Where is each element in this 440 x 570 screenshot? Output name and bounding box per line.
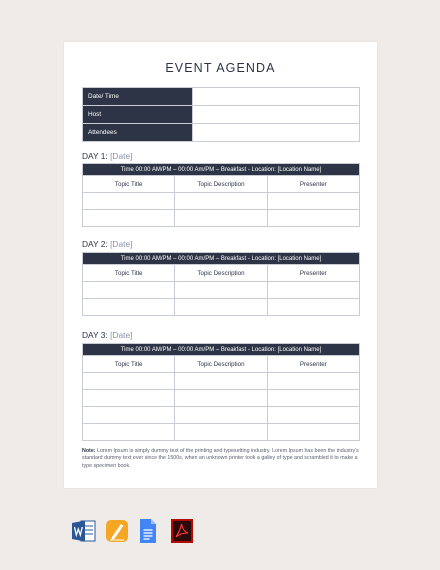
info-label: Host (83, 106, 193, 124)
session-bar: Time 00:00 AM/PM – 00:00 Am/PM – Breakfast - Location: [Location Name] (83, 253, 360, 265)
column-header-topic-title: Topic Title (83, 176, 175, 193)
session-bar: Time 00:00 AM/PM – 00:00 Am/PM – Breakfast - Location: [Location Name] (83, 164, 360, 176)
info-row (83, 124, 360, 142)
column-header-topic-title: Topic Title (83, 265, 175, 282)
column-header-presenter: Presenter (267, 265, 359, 282)
day-3-agenda-table (82, 343, 360, 441)
day-date-placeholder: [Date] (110, 239, 133, 249)
table-row[interactable] (83, 282, 360, 299)
day-1-heading (82, 151, 132, 161)
table-row[interactable] (83, 193, 360, 210)
column-header-topic-description: Topic Description (175, 356, 267, 373)
info-value-cell[interactable] (193, 106, 360, 124)
info-value-cell[interactable] (193, 124, 360, 142)
info-row (83, 88, 360, 106)
day-label: DAY 1: (82, 151, 108, 161)
column-header-presenter: Presenter (267, 356, 359, 373)
google-docs-icon[interactable] (136, 518, 160, 544)
day-2-agenda-table (82, 252, 360, 316)
page-title: EVENT AGENDA (165, 61, 276, 75)
column-header-presenter: Presenter (267, 176, 359, 193)
document-page (64, 42, 377, 488)
column-header-topic-title: Topic Title (83, 356, 175, 373)
session-bar: Time 00:00 AM/PM – 00:00 Am/PM – Breakfast - Location: [Location Name] (83, 344, 360, 356)
day-3-heading (82, 330, 132, 340)
table-row[interactable] (83, 407, 360, 424)
day-date-placeholder: [Date] (110, 330, 133, 340)
table-row[interactable] (83, 373, 360, 390)
info-label: Attendees (83, 124, 193, 142)
pdf-icon[interactable] (170, 518, 194, 544)
table-row[interactable] (83, 299, 360, 316)
table-row[interactable] (83, 210, 360, 227)
note-text (82, 448, 361, 470)
event-info-table (82, 87, 360, 142)
table-row[interactable] (83, 424, 360, 441)
word-icon[interactable] (72, 518, 96, 544)
day-label: DAY 3: (82, 330, 108, 340)
pages-icon[interactable] (105, 518, 129, 544)
day-2-heading (82, 239, 132, 249)
note-body: Lorem Ipsum is simply dummy text of the printing and typesetting industry. Lorem Ipsum has been the industry's standard dummy text ever since the 1500s, when an unknown printer took a galley of type and scrambled it to make a type specimen book. (82, 448, 359, 469)
day-date-placeholder: [Date] (110, 151, 133, 161)
column-header-topic-description: Topic Description (175, 176, 267, 193)
info-label: Date/ Time (83, 88, 193, 106)
note-label: Note: (82, 448, 96, 454)
info-value-cell[interactable] (193, 88, 360, 106)
day-label: DAY 2: (82, 239, 108, 249)
column-header-topic-description: Topic Description (175, 265, 267, 282)
table-row[interactable] (83, 390, 360, 407)
info-row (83, 106, 360, 124)
day-1-agenda-table (82, 163, 360, 227)
